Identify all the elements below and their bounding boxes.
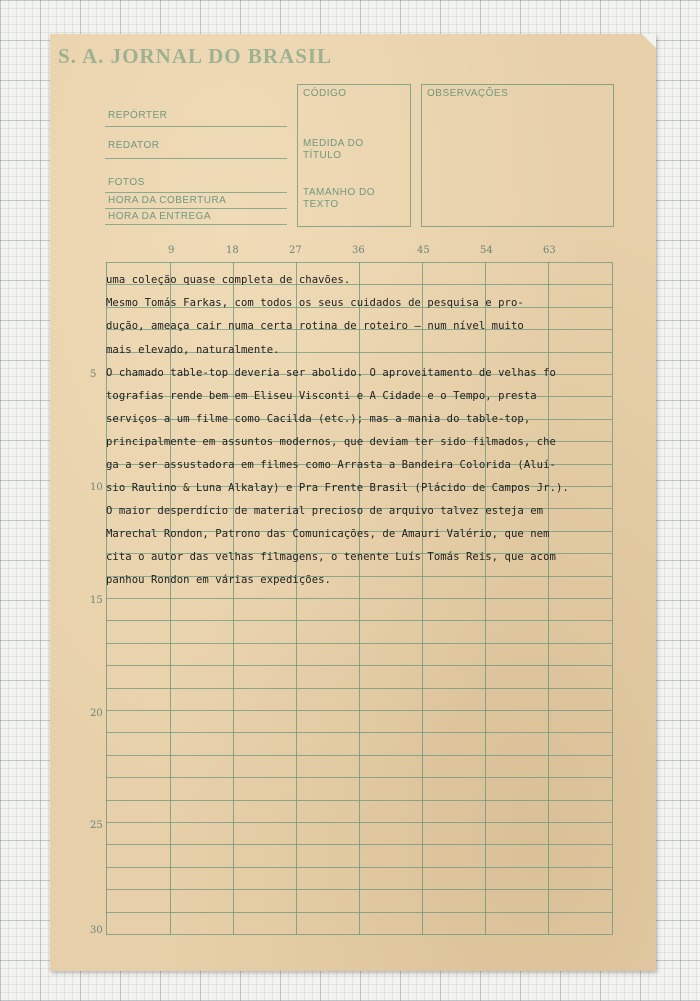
grid-column-rule	[485, 262, 486, 935]
row-number: 30	[90, 925, 103, 936]
grid-column-rule	[422, 262, 423, 935]
grid-column-rule	[296, 262, 297, 935]
typed-line: mais elevado, naturalmente.	[106, 344, 280, 356]
rule-fotos	[105, 192, 287, 193]
column-number: 18	[226, 245, 239, 256]
typed-line: cita o autor das velhas filmagens, o tenente Luís Tomás Reis, que acom	[106, 551, 556, 563]
label-tamanho-1: TAMANHO DO	[303, 187, 376, 198]
row-number: 20	[90, 708, 103, 719]
rule-redator	[105, 158, 287, 159]
grid-column-rule	[106, 262, 107, 935]
typed-line: serviços a um filme como Cacilda (etc.); mas a mania do table-top,	[106, 413, 531, 425]
column-number: 36	[352, 245, 365, 256]
typed-line: Mesmo Tomás Farkas, com todos os seus cuidados de pesquisa e pro-	[106, 297, 524, 309]
box-observacoes	[421, 84, 614, 227]
column-number: 9	[168, 245, 175, 256]
column-number: 27	[289, 245, 302, 256]
label-medida-2: TÍTULO	[303, 150, 342, 161]
grid-column-rule	[359, 262, 360, 935]
grid-column-rule	[233, 262, 234, 935]
column-number: 54	[480, 245, 493, 256]
label-hora-entrega: HORA DA ENTREGA	[108, 211, 212, 222]
row-number: 10	[90, 482, 103, 493]
rule-hora-cobertura	[105, 208, 287, 209]
row-number: 25	[90, 820, 103, 831]
typed-line: ga a ser assustadora em filmes como Arrasta a Bandeira Colorida (Aluí-	[106, 459, 556, 471]
row-number: 5	[90, 369, 97, 380]
label-reporter: REPÓRTER	[108, 110, 168, 121]
column-number: 63	[543, 245, 556, 256]
grid-column-rule	[612, 262, 613, 935]
typed-line: uma coleção quase completa de chavões.	[106, 274, 351, 286]
label-redator: REDATOR	[108, 140, 160, 151]
typed-line: tografias rende bem em Eliseu Visconti e A Cidade e o Tempo, presta	[106, 390, 537, 402]
column-number: 45	[417, 245, 430, 256]
rule-hora-entrega	[105, 224, 287, 225]
typed-line: dução, ameaça cair numa certa rotina de roteiro — num nível muito	[106, 320, 524, 332]
label-fotos: FOTOS	[108, 177, 145, 188]
typed-line: sio Raulino & Luna Alkalay) e Pra Frente Brasil (Plácido de Campos Jr.).	[106, 482, 569, 494]
typed-line: O chamado table-top deveria ser abolido. O aproveitamento de velhas fo	[106, 367, 556, 379]
label-tamanho-2: TEXTO	[303, 199, 339, 210]
typed-line: principalmente em assuntos modernos, que deviam ter sido filmados, che	[106, 436, 556, 448]
typed-line: Marechal Rondon, Patrono das Comunicações, de Amauri Valério, que nem	[106, 528, 550, 540]
masthead: S. A. JORNAL DO BRASIL	[58, 44, 333, 68]
row-number: 15	[90, 595, 103, 606]
grid-column-rule	[170, 262, 171, 935]
label-hora-cobertura: HORA DA COBERTURA	[108, 195, 227, 206]
label-observacoes: OBSERVAÇÕES	[427, 88, 509, 99]
typed-line: O maior desperdício de material precioso de arquivo talvez esteja em	[106, 505, 544, 517]
typed-line: panhou Rondon em várias expedições.	[106, 574, 331, 586]
grid-column-rule	[548, 262, 549, 935]
label-medida-1: MEDIDA DO	[303, 138, 364, 149]
label-codigo: CÓDIGO	[303, 88, 347, 99]
rule-reporter	[105, 126, 287, 127]
